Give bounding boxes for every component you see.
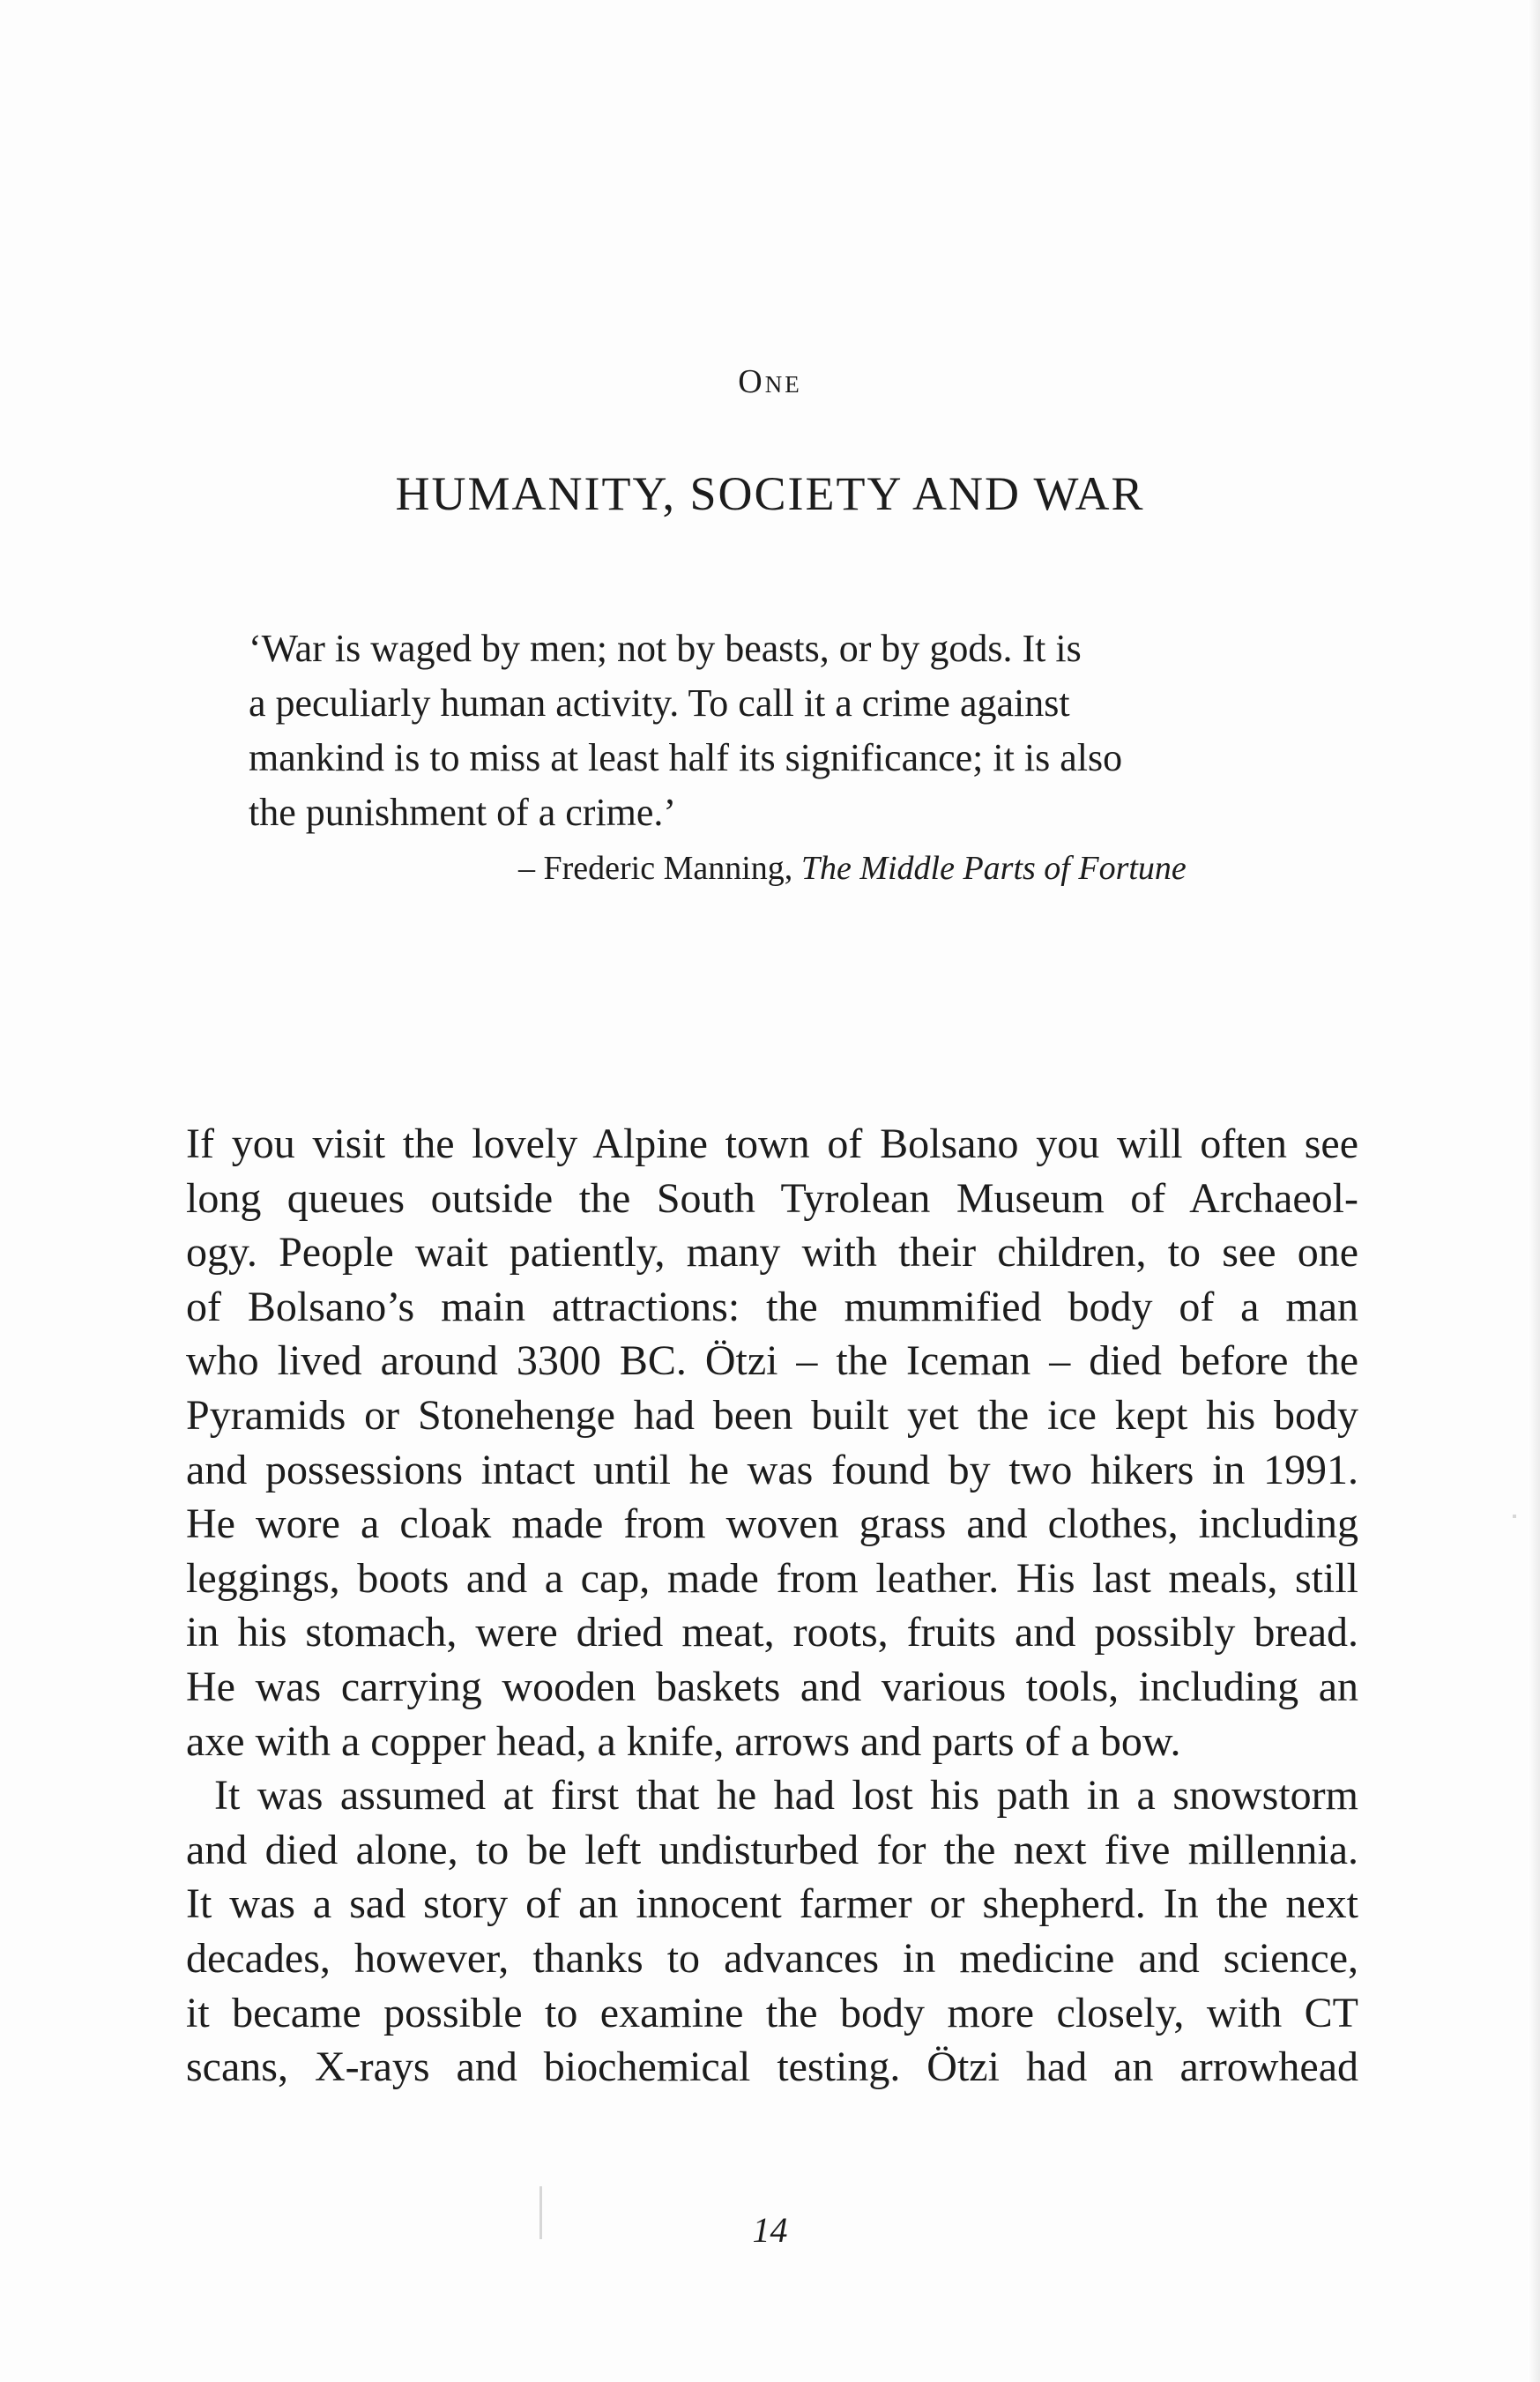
epigraph-author: – Frederic Manning, — [518, 850, 801, 887]
body-text — [186, 1117, 1358, 2095]
paper-speck — [1513, 1515, 1516, 1518]
body-line: Pyramids or Stonehenge had been built yet the ice kept his body — [186, 1391, 1358, 1439]
epigraph-work-title: The Middle Parts of Fortune — [800, 850, 1187, 887]
body-line: leggings, boots and a cap, made from leather. His last meals, still — [186, 1554, 1358, 1602]
body-line: of Bolsano’s main attractions: the mummified body of a man — [186, 1283, 1358, 1330]
body-line: it became possible to examine the body more closely, with CT — [186, 1989, 1358, 2036]
chapter-number: One — [738, 363, 802, 400]
body-line: He wore a cloak made from woven grass and clothes, including — [186, 1500, 1358, 1548]
body-line: scans, X-rays and biochemical testing. Ötzi had an arrowhead — [186, 2043, 1358, 2091]
body-line: decades, however, thanks to advances in medicine and science, — [186, 1934, 1358, 1982]
body-line: If you visit the lovely Alpine town of Bolsano you will often see — [186, 1120, 1358, 1167]
body-line: It was assumed at first that he had lost his path in a snowstorm — [214, 1772, 1358, 1820]
body-line: ogy. People wait patiently, many with their children, to see one — [186, 1229, 1358, 1277]
chapter-title: HUMANITY, SOCIETY AND WAR — [395, 467, 1145, 520]
body-line: It was a sad story of an innocent farmer or shepherd. In the next — [186, 1880, 1358, 1928]
epigraph-quote — [249, 622, 1306, 840]
body-line: and possessions intact until he was found by two hikers in 1991. — [186, 1446, 1358, 1493]
body-line: in his stomach, were dried meat, roots, fruits and possibly bread. — [186, 1609, 1358, 1656]
epigraph-line: ‘War is waged by men; not by beasts, or by gods. It is — [249, 627, 1082, 670]
epigraph-line: mankind is to miss at least half its significance; it is also — [249, 736, 1123, 779]
epigraph-attribution — [518, 844, 1187, 893]
body-line: He was carrying wooden baskets and various tools, including an — [186, 1663, 1358, 1710]
body-line: who lived around 3300 BC. Ötzi – the Iceman – died before the — [186, 1337, 1358, 1385]
body-line: and died alone, to be left undisturbed for the next five millennia. — [186, 1826, 1358, 1873]
epigraph-line: a peculiarly human activity. To call it a crime against — [249, 681, 1070, 725]
epigraph-line: the punishment of a crime.’ — [249, 791, 677, 834]
body-line: long queues outside the South Tyrolean Museum of Archaeol- — [186, 1174, 1358, 1222]
page-edge-shadow — [1528, 0, 1540, 2382]
page-number: 14 — [752, 2210, 788, 2250]
body-line: axe with a copper head, a knife, arrows and parts of a bow. — [186, 1717, 1181, 1765]
